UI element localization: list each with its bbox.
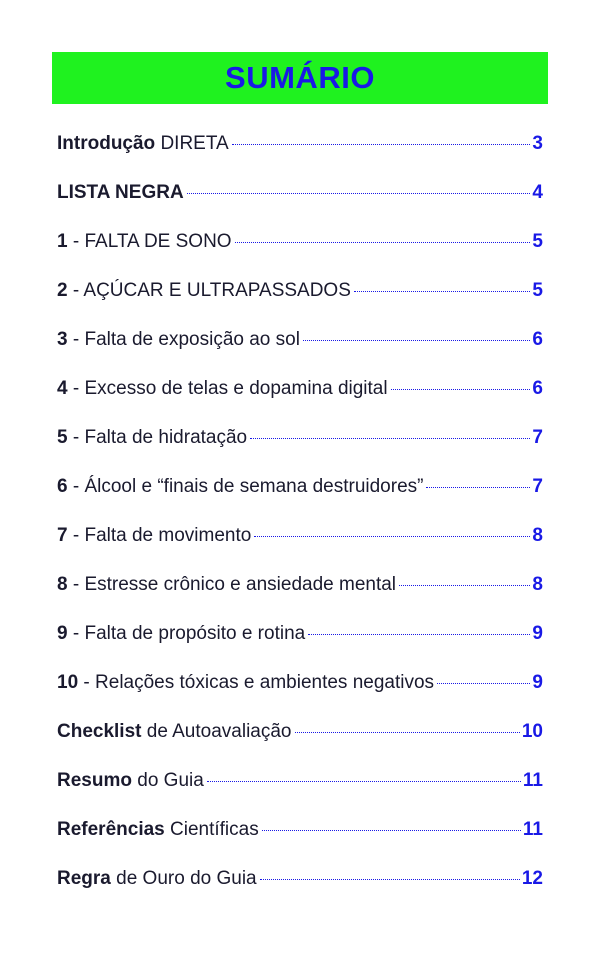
toc-entry-bold: Introdução xyxy=(57,133,156,154)
toc-entry-bold: 1 xyxy=(57,231,68,252)
toc-entry-text: - FALTA DE SONO xyxy=(67,231,232,252)
toc-page-number: 8 xyxy=(532,574,543,595)
toc-page-number: 8 xyxy=(532,525,543,546)
dot-leader xyxy=(262,830,521,831)
toc-entry-bold: Checklist xyxy=(57,721,142,742)
toc-entry-text: - Falta de propósito e rotina xyxy=(67,623,306,644)
toc-page-number: 7 xyxy=(532,476,543,497)
toc-entry-lista-negra[interactable] xyxy=(57,182,543,231)
toc-entry-title xyxy=(57,231,232,253)
dot-leader xyxy=(235,242,531,243)
toc-entry-title xyxy=(57,721,292,743)
toc-entry-bold: 4 xyxy=(57,378,68,399)
toc-entry-bold: 5 xyxy=(57,427,68,448)
toc-entry-text: - Relações tóxicas e ambientes negativos xyxy=(78,672,435,693)
toc-entry-text: DIRETA xyxy=(155,133,229,154)
toc-entry-title xyxy=(57,329,300,351)
toc-entry-title xyxy=(57,672,434,694)
toc-entry-bold: 8 xyxy=(57,574,68,595)
toc-entry-text: - Falta de exposição ao sol xyxy=(67,329,300,350)
toc-entry-bold: 7 xyxy=(57,525,68,546)
toc-entry-title xyxy=(57,574,396,596)
dot-leader xyxy=(232,144,531,145)
toc-page-number: 5 xyxy=(532,231,543,252)
toc-entry-bold: 10 xyxy=(57,672,79,693)
dot-leader xyxy=(437,683,530,684)
toc-entry-checklist[interactable] xyxy=(57,721,543,770)
toc-entry-text: - Estresse crônico e ansiedade mental xyxy=(67,574,397,595)
toc-entry-5[interactable] xyxy=(57,427,543,476)
toc-page-number: 9 xyxy=(532,623,543,644)
toc-page-number: 12 xyxy=(521,868,543,889)
page-title: SUMÁRIO xyxy=(225,60,375,95)
toc-entry-referencias[interactable] xyxy=(57,819,543,868)
dot-leader xyxy=(426,487,530,488)
toc-entry-title xyxy=(57,378,388,400)
toc-entry-text: - Falta de hidratação xyxy=(67,427,248,448)
toc-entry-title xyxy=(57,525,251,547)
toc-entry-bold: 6 xyxy=(57,476,68,497)
toc-page-number: 3 xyxy=(532,133,543,154)
toc-entry-title xyxy=(57,280,351,302)
dot-leader xyxy=(254,536,530,537)
toc-entry-7[interactable] xyxy=(57,525,543,574)
toc-entry-4[interactable] xyxy=(57,378,543,427)
toc-entry-text: de Autoavaliação xyxy=(141,721,292,742)
toc-page-number: 6 xyxy=(532,329,543,350)
dot-leader xyxy=(260,879,520,880)
toc-entry-text: - Excesso de telas e dopamina digital xyxy=(67,378,388,399)
toc-entry-9[interactable] xyxy=(57,623,543,672)
toc-entry-2[interactable] xyxy=(57,280,543,329)
toc-page-number: 6 xyxy=(532,378,543,399)
dot-leader xyxy=(399,585,530,586)
toc-entry-bold: 2 xyxy=(57,280,68,301)
dot-leader xyxy=(354,291,531,292)
dot-leader xyxy=(308,634,530,635)
dot-leader xyxy=(295,732,520,733)
toc-page-number: 9 xyxy=(532,672,543,693)
toc-entry-title xyxy=(57,476,423,498)
toc-entry-bold: LISTA NEGRA xyxy=(57,182,184,203)
toc-entry-text: do Guia xyxy=(131,770,204,791)
toc-entry-title xyxy=(57,182,184,204)
toc-entry-title xyxy=(57,427,247,449)
toc-entry-text: - Álcool e “finais de semana destruidores” xyxy=(67,476,424,497)
toc-entry-title xyxy=(57,133,229,155)
toc-entry-text: - AÇÚCAR E ULTRAPASSADOS xyxy=(67,280,351,301)
dot-leader xyxy=(391,389,531,390)
toc-entry-bold: 3 xyxy=(57,329,68,350)
toc-entry-10[interactable] xyxy=(57,672,543,721)
toc-entry-title xyxy=(57,770,204,792)
toc-entry-regra[interactable] xyxy=(57,868,543,917)
dot-leader xyxy=(207,781,521,782)
toc-entry-bold: 9 xyxy=(57,623,68,644)
toc-entry-3[interactable] xyxy=(57,329,543,378)
toc-entry-6[interactable] xyxy=(57,476,543,525)
dot-leader xyxy=(187,193,531,194)
toc-entry-bold: Resumo xyxy=(57,770,132,791)
toc-entry-title xyxy=(57,623,305,645)
toc-page-number: 11 xyxy=(522,770,543,791)
title-banner xyxy=(52,52,548,104)
toc-entry-bold: Regra xyxy=(57,868,111,889)
toc-page-number: 10 xyxy=(521,721,543,742)
toc-entry-1[interactable] xyxy=(57,231,543,280)
toc-page-number: 11 xyxy=(522,819,543,840)
toc-page-number: 5 xyxy=(532,280,543,301)
toc-entry-text: - Falta de movimento xyxy=(67,525,252,546)
dot-leader xyxy=(303,340,530,341)
toc-entry-title xyxy=(57,868,257,890)
toc-entry-title xyxy=(57,819,259,841)
toc-entry-resumo[interactable] xyxy=(57,770,543,819)
toc-page-number: 4 xyxy=(532,182,543,203)
toc-entry-text: de Ouro do Guia xyxy=(110,868,257,889)
toc-entry-bold: Referências xyxy=(57,819,165,840)
toc-page-number: 7 xyxy=(532,427,543,448)
dot-leader xyxy=(250,438,530,439)
toc-entry-introducao[interactable] xyxy=(57,133,543,182)
toc-entry-text: Científicas xyxy=(164,819,259,840)
toc-entry-8[interactable] xyxy=(57,574,543,623)
table-of-contents xyxy=(57,133,543,917)
